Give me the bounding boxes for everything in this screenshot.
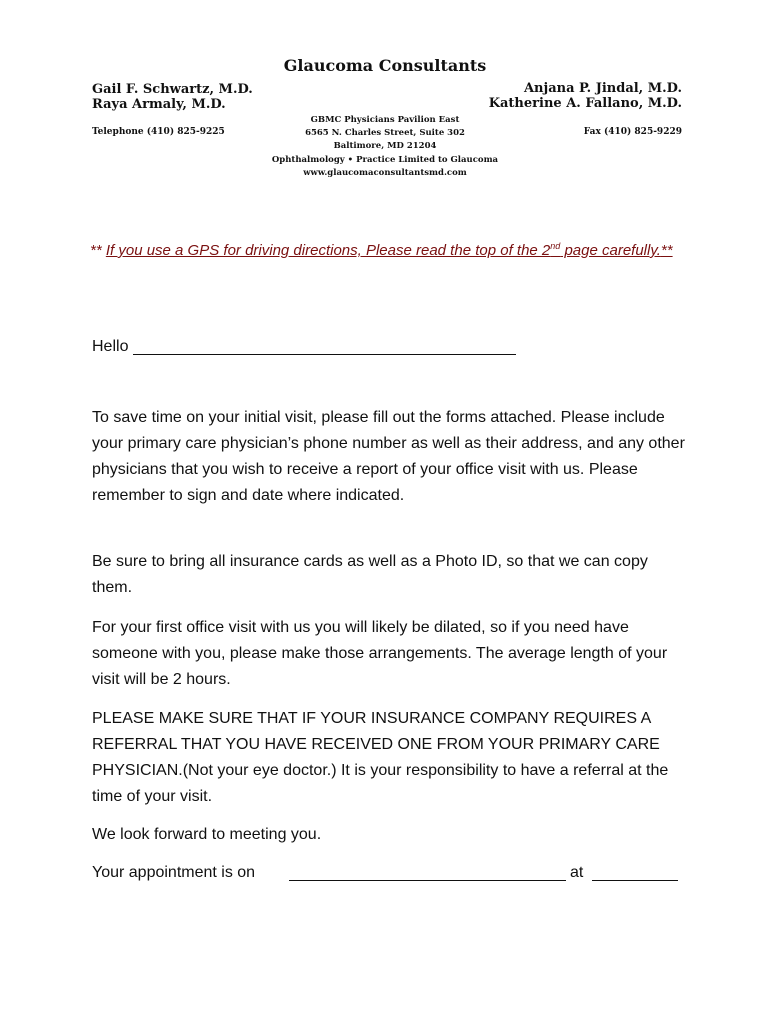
ordinal-suffix: nd [550, 241, 561, 251]
closing-paragraph: We look forward to meeting you. [92, 826, 322, 843]
patient-name-blank[interactable] [133, 354, 516, 355]
doctor-name: Anjana P. Jindal, M.D. [523, 81, 682, 96]
specialty-line: Ophthalmology • Practice Limited to Glaucoma [271, 155, 499, 165]
greeting-label: Hello [92, 338, 129, 355]
instructions-paragraph: To save time on your initial visit, please fill out the forms attached. Please include your primary care physician’s phone number as well as their address, and any other physicians that you wish to receive a report of your office visit with us. Please remember to sign and date where indicated. [92, 409, 685, 504]
doctor-name: Katherine A. Fallano, M.D. [488, 96, 682, 111]
website-line: www.glaucomaconsultantsmd.com [303, 168, 467, 178]
dilation-paragraph: For your first office visit with us you will likely be dilated, so if you need have someone with you, please make those arrangements. The average length of your visit will be 2 hours. [92, 619, 668, 688]
gps-notice-text-part: If you use a GPS for driving directions, Please read the top of the 2 [105, 242, 551, 259]
telephone-number: Telephone (410) 825-9225 [92, 127, 225, 137]
appointment-at-label: at [570, 864, 584, 881]
address-line: 6565 N. Charles Street, Suite 302 [305, 128, 465, 138]
fax-number: Fax (410) 825-9229 [583, 127, 682, 137]
gps-notice [90, 238, 690, 264]
gps-notice-suffix: ** [660, 242, 673, 259]
gps-notice-prefix: ** [90, 242, 106, 259]
referral-paragraph: PLEASE MAKE SURE THAT IF YOUR INSURANCE COMPANY REQUIRES A REFERRAL THAT YOU HAVE RECEIVED ONE FROM YOUR PRIMARY CARE PHYSICIAN.(Not your eye doctor.) It is your responsibility to have a referral at the time of your visit. [92, 710, 669, 805]
insurance-paragraph: Be sure to bring all insurance cards as well as a Photo ID, so that we can copy them. [92, 553, 648, 596]
address-line: Baltimore, MD 21204 [333, 141, 437, 151]
practice-name: Glaucoma Consultants [283, 56, 487, 75]
doctor-name: Gail F. Schwartz, M.D. [92, 82, 253, 97]
gps-notice-text [106, 242, 673, 259]
doctor-name: Raya Armaly, M.D. [92, 97, 226, 112]
appointment-label: Your appointment is on [92, 864, 256, 881]
appointment-date-blank[interactable] [289, 880, 566, 881]
appointment-time-blank[interactable] [592, 880, 678, 881]
gps-notice-text-part: page carefully. [560, 242, 661, 259]
address-line: GBMC Physicians Pavilion East [310, 115, 460, 125]
